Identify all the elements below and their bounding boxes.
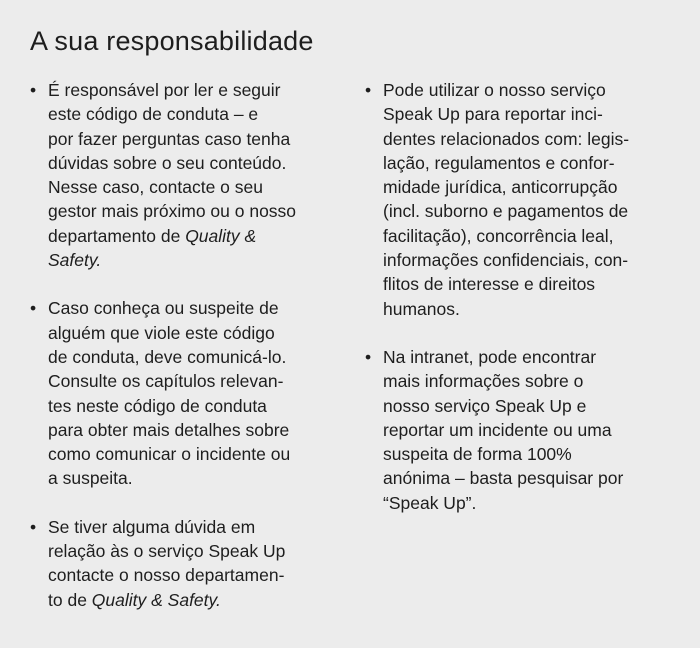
text-line: suspeita de forma 100% — [383, 444, 572, 465]
text-line: relação às o serviço Speak Up — [48, 541, 286, 562]
text-line — [48, 588, 340, 612]
bullet-icon: • — [365, 80, 372, 100]
bullet-icon: • — [30, 80, 37, 100]
text-line: (incl. suborno e pagamentos de — [383, 201, 629, 222]
text-line: “Speak Up”. — [383, 492, 477, 513]
text-line: informações confidenciais, con- — [383, 250, 629, 271]
page-title: A sua responsabilidade — [30, 26, 314, 56]
bullet-icon: • — [30, 516, 37, 537]
text-line: de conduta, deve comunicá-lo. — [48, 346, 287, 367]
text-line: este código de conduta – e — [48, 104, 259, 125]
text-line: para obter mais detalhes sobre — [48, 419, 290, 440]
italic-text: Safety. — [48, 250, 102, 271]
bullet-text — [48, 296, 340, 490]
text-line — [48, 224, 340, 248]
bullet-text — [48, 515, 340, 612]
italic-text: Quality & Safety. — [91, 589, 221, 610]
text-line: anónima – basta pesquisar por — [383, 468, 624, 489]
text-line: Speak Up para reportar inci- — [383, 104, 603, 125]
text-line: Na intranet, pode encontrar — [383, 346, 597, 367]
text-line: Pode utilizar o nosso serviço — [383, 80, 606, 100]
left-column — [30, 78, 340, 636]
bullet-text — [383, 345, 675, 515]
text-line: a suspeita. — [48, 468, 133, 489]
bullet-icon: • — [365, 346, 372, 367]
italic-text: Quality & — [185, 225, 257, 246]
bullet-text — [48, 78, 340, 272]
text-line: facilitação), concorrência leal, — [383, 225, 614, 246]
bullet-text — [383, 78, 675, 321]
text-line: alguém que viole este código — [48, 322, 275, 343]
text-line: dúvidas sobre o seu conteúdo. — [48, 152, 287, 173]
text-line: Se tiver alguma dúvida em — [48, 516, 256, 537]
bullet-item-report-violation — [30, 296, 340, 490]
text-line: É responsável por ler e seguir — [48, 80, 281, 100]
text-line: dentes relacionados com: legis- — [383, 128, 630, 149]
text-line: como comunicar o incidente ou — [48, 444, 291, 465]
bullet-item-read-code — [30, 78, 340, 272]
text-line: contacte o nosso departamen- — [48, 565, 285, 586]
text-line: tes neste código de conduta — [48, 395, 267, 416]
text-line: gestor mais próximo ou o nosso — [48, 201, 297, 222]
text-line: Nesse caso, contacte o seu — [48, 177, 263, 198]
text-line: mais informações sobre o — [383, 371, 584, 392]
text-line: por fazer perguntas caso tenha — [48, 128, 291, 149]
text-segment: departamento de — [48, 225, 186, 246]
text-line: lação, regulamentos e confor- — [383, 152, 615, 173]
text-line: reportar um incidente ou uma — [383, 419, 612, 440]
right-column — [365, 78, 675, 539]
text-line: flitos de interesse e direitos — [383, 274, 596, 295]
bullet-item-speak-up-service — [365, 78, 675, 321]
text-line: Caso conheça ou suspeite de — [48, 298, 279, 319]
text-segment: to de — [48, 589, 92, 610]
text-line: Consulte os capítulos relevan- — [48, 371, 284, 392]
bullet-item-intranet-info — [365, 345, 675, 515]
bullet-item-speak-up-questions — [30, 515, 340, 612]
text-line: humanos. — [383, 298, 460, 319]
text-line: midade jurídica, anticorrupção — [383, 177, 618, 198]
bullet-icon: • — [30, 298, 37, 319]
text-line: nosso serviço Speak Up e — [383, 395, 587, 416]
